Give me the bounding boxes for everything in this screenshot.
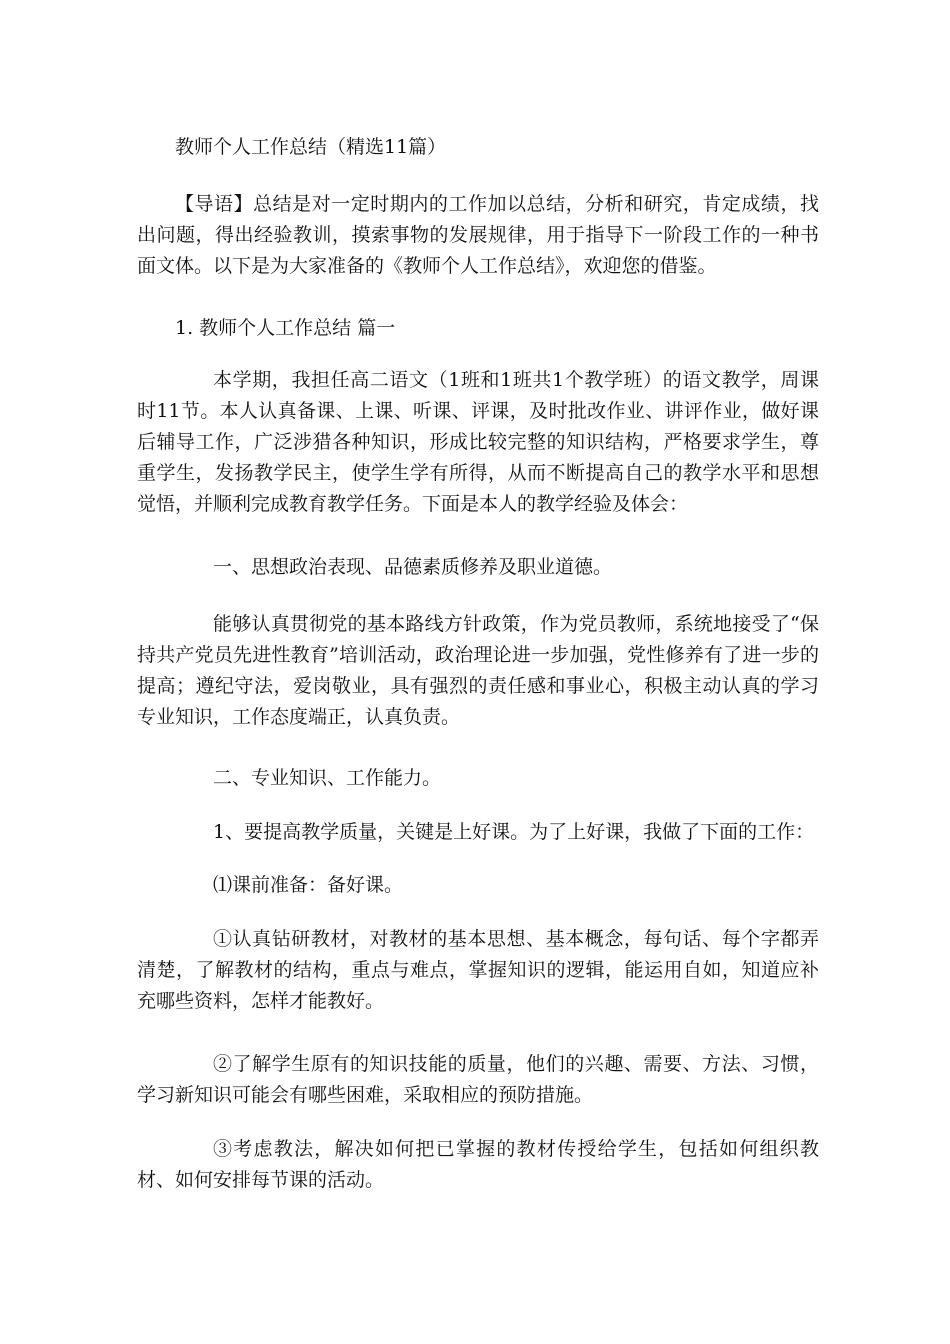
paragraph-1: 本学期，我担任高二语文（1班和1班共1个教学班）的语文教学，周课时11节。本人认真备课、上课、听课、评课，及时批改作业、讲评作业，做好课后辅导工作，广泛涉猎各种知识，形成比较完整的知识结构，严格要求学生，尊重学生，发扬教学民主，使学生学有所得，从而不断提高自己的教学水平和思想觉悟，并顺利完成教育教学任务。下面是本人的教学经验及体会： — [137, 369, 819, 515]
section-heading: 1. 教师个人工作总结 篇一 — [175, 317, 396, 339]
paragraph-4: ⑴课前准备：备好课。 — [213, 874, 404, 896]
heading-professional: 二、专业知识、工作能力。 — [213, 767, 442, 789]
paragraph-2: 能够认真贯彻党的基本路线方针政策，作为党员教师，系统地接受了“保持共产党员先进性教育”培训活动，政治理论进一步加强，党性修养有了进一步的提高；遵纪守法，爱岗敬业，具有强烈的责任感和事业心，积极主动认真的学习专业知识，工作态度端正，认真负责。 — [137, 613, 819, 728]
document-title: 教师个人工作总结（精选11篇） — [175, 136, 447, 158]
paragraph-7: ③考虑教法，解决如何把已掌握的教材传授给学生，包括如何组织教材、如何安排每节课的活动。 — [137, 1138, 819, 1191]
heading-political: 一、思想政治表现、品德素质修养及职业道德。 — [213, 556, 613, 578]
paragraph-6: ②了解学生原有的知识技能的质量，他们的兴趣、需要、方法、习惯，学习新知识可能会有哪些困难，采取相应的预防措施。 — [137, 1053, 819, 1106]
intro-paragraph: 【导语】总结是对一定时期内的工作加以总结，分析和研究，肯定成绩，找出问题，得出经验教训，摸索事物的发展规律，用于指导下一阶段工作的一种书面文体。以下是为大家准备的《教师个人工作总结》，欢迎您的借鉴。 — [137, 193, 819, 277]
paragraph-5: ①认真钻研教材，对教材的基本思想、基本概念，每句话、每个字都弄清楚，了解教材的结构，重点与难点，掌握知识的逻辑，能运用自如，知道应补充哪些资料，怎样才能教好。 — [137, 928, 819, 1012]
paragraph-3: 1、要提高教学质量，关键是上好课。为了上好课，我做了下面的工作： — [213, 821, 815, 843]
